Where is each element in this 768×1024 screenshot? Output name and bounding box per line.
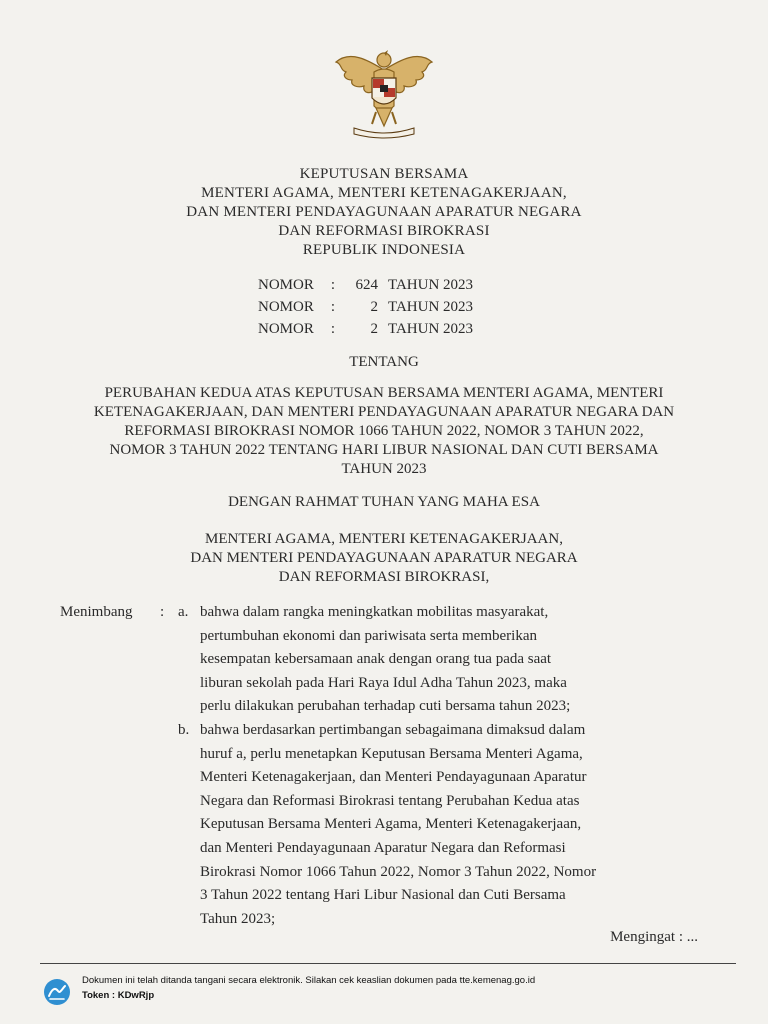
nomor-year: TAHUN 2023 [388, 277, 474, 293]
esign-notice-text: Dokumen ini telah ditanda tangani secara elektronik. Silakan cek keaslian dokumen pada tte.kemenag.go.id [82, 975, 536, 986]
item-line: liburan sekolah pada Hari Raya Idul Adha Tahun 2023, maka [200, 674, 567, 691]
item-line: Birokrasi Nomor 1066 Tahun 2022, Nomor 3 Tahun 2022, Nomor [200, 863, 597, 880]
decree-numbers [258, 274, 473, 340]
rahmat-line: DENGAN RAHMAT TUHAN YANG MAHA ESA [228, 494, 540, 510]
menimbang-item-b [178, 719, 698, 931]
nomor-number: 2 [370, 321, 378, 337]
nomor-year: TAHUN 2023 [388, 321, 474, 337]
nomor-row [258, 318, 473, 340]
item-line: 3 Tahun 2022 tentang Hari Libur Nasional dan Cuti Bersama [200, 887, 566, 904]
decree-subject [0, 384, 768, 479]
esign-notice [82, 975, 535, 1001]
item-marker: b. [178, 722, 190, 738]
menimbang-colon: : [160, 604, 165, 620]
nomor-colon: : [330, 277, 336, 293]
nomor-colon: : [330, 299, 336, 315]
item-line: perlu dilakukan perubahan terhadap cuti bersama tahun 2023; [200, 698, 571, 715]
item-line: Negara dan Reformasi Birokrasi tentang Perubahan Kedua atas [200, 792, 580, 809]
nomor-label: NOMOR [258, 321, 314, 337]
esign-token: Token : KDwRjp [82, 990, 155, 1001]
title-line: MENTERI AGAMA, MENTERI KETENAGAKERJAAN, [201, 185, 567, 201]
nomor-row [258, 274, 473, 296]
nomor-number: 624 [355, 277, 378, 293]
item-marker: a. [178, 604, 189, 620]
tentang-heading: TENTANG [349, 354, 419, 370]
title-line: DAN REFORMASI BIROKRASI [278, 223, 490, 239]
menimbang-label: Menimbang [60, 604, 133, 620]
item-line: pertumbuhan ekonomi dan pariwisata serta memberikan [200, 627, 537, 644]
item-line: huruf a, perlu menetapkan Keputusan Bersama Menteri Agama, [200, 745, 583, 762]
nomor-row [258, 296, 473, 318]
ministers-line: MENTERI AGAMA, MENTERI KETENAGAKERJAAN, [205, 531, 563, 547]
title-line: REPUBLIK INDONESIA [302, 242, 466, 258]
decree-title [0, 165, 768, 260]
subject-line: REFORMASI BIROKRASI NOMOR 1066 TAHUN 2022, NOMOR 3 TAHUN 2022, [124, 423, 644, 439]
subject-line: TAHUN 2023 [341, 461, 427, 477]
nomor-colon: : [330, 321, 336, 337]
subject-line: KETENAGAKERJAAN, DAN MENTERI PENDAYAGUNAAN APARATUR NEGARA DAN [93, 404, 675, 420]
ministers-line: DAN MENTERI PENDAYAGUNAAN APARATUR NEGARA [190, 550, 578, 566]
garuda-emblem-icon [328, 40, 440, 140]
ministers-heading [0, 530, 768, 587]
menimbang-item-a [178, 601, 698, 719]
nomor-label: NOMOR [258, 299, 314, 315]
item-line: dan Menteri Pendayagunaan Aparatur Negara dan Reformasi [200, 839, 566, 856]
footer-divider [40, 963, 736, 964]
item-line: Tahun 2023; [200, 910, 276, 927]
title-line: DAN MENTERI PENDAYAGUNAAN APARATUR NEGARA [186, 204, 582, 220]
subject-line: NOMOR 3 TAHUN 2022 TENTANG HARI LIBUR NASIONAL DAN CUTI BERSAMA [109, 442, 659, 458]
item-line: Menteri Ketenagakerjaan, dan Menteri Pendayagunaan Aparatur [200, 769, 587, 786]
mengingat-continuation: Mengingat : ... [610, 929, 698, 945]
signature-verification-icon [42, 977, 72, 1007]
item-line: Keputusan Bersama Menteri Agama, Menteri Ketenagakerjaan, [200, 816, 582, 833]
nomor-number: 2 [370, 299, 378, 315]
nomor-label: NOMOR [258, 277, 314, 293]
nomor-year: TAHUN 2023 [388, 299, 474, 315]
item-line: bahwa dalam rangka meningkatkan mobilitas masyarakat, [200, 604, 549, 620]
item-line: kesempatan kebersamaan anak dengan orang tua pada saat [200, 651, 552, 668]
item-line: bahwa berdasarkan pertimbangan sebagaimana dimaksud dalam [200, 722, 586, 738]
ministers-line: DAN REFORMASI BIROKRASI, [278, 569, 490, 585]
subject-line: PERUBAHAN KEDUA ATAS KEPUTUSAN BERSAMA MENTERI AGAMA, MENTERI [104, 385, 664, 401]
title-line: KEPUTUSAN BERSAMA [299, 166, 469, 182]
